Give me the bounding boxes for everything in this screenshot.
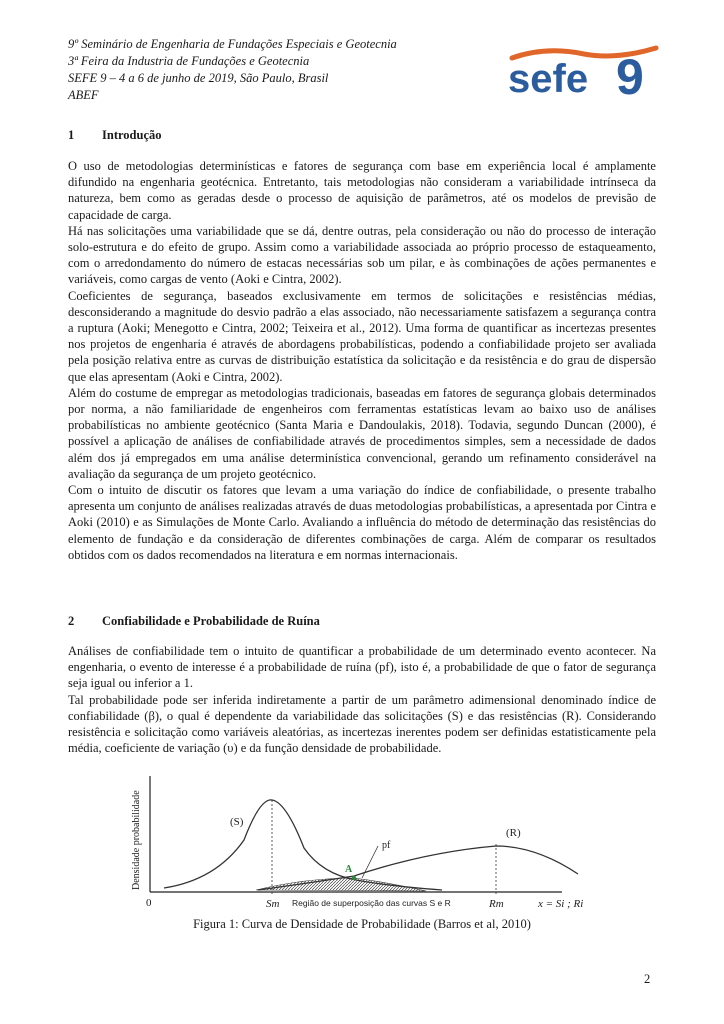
figure-caption: Figura 1: Curva de Densidade de Probabilidade (Barros et al, 2010) [193, 917, 531, 931]
svg-text:sefe: sefe [508, 57, 589, 101]
label-sm: Sm [266, 898, 280, 910]
overlap-region [256, 878, 426, 891]
label-r: (R) [506, 827, 521, 839]
sefe9-logo [506, 44, 662, 106]
section-1-title: Introdução [102, 128, 162, 142]
section-1-body [68, 158, 656, 563]
section-2-heading [68, 614, 320, 629]
paragraph: O uso de metodologias determinísticas e fatores de segurança com base em experiência local é amplamente difundido na engenharia geotécnica. Entretanto, tais metodologias não consideram a variabilidade intrínseca da natureza, bem como as geradas desde o processo de aquisição de parâmetros, até os modelos de previsão de capacidade de carga. [68, 159, 656, 222]
pf-leader [362, 846, 378, 878]
section-1-number: 1 [68, 128, 75, 142]
s-curve [164, 800, 442, 890]
paragraph: Há nas solicitações uma variabilidade que se dá, dentre outras, pela consideração ou não do processo de interação solo-estrutura e do efeito de grupo. Assim como a variabilidade associada ao próprio processo de estaqueamento, com o arredondamento do número de estacas necessárias sob um pilar, e às combinações de ações permanentes e variáveis, como cargas de vento (Aoki e Cintra, 2002). [68, 223, 656, 287]
conference-header [68, 36, 397, 104]
probability-density-figure [126, 770, 596, 920]
label-pf: pf [382, 840, 391, 851]
paragraph: Tal probabilidade pode ser inferida indiretamente a partir de um parâmetro adimensional denominado índice de confiabilidade (β), o qual é dependente da variabilidade das solicitações (S) e das resistências (R). Considerando resistência e solicitação como variáveis aleatórias, as incertezas inerentes podem ser definidas estatisticamente pela média, coeficiente de variação (υ) e da função densidade de probabilidade. [68, 692, 656, 756]
paragraph: Análises de confiabilidade tem o intuito de quantificar a probabilidade de um determinado evento acontecer. Na engenharia, o evento de interesse é a probabilidade de ruína (pf), isto é, a probabilidade de que o fator de segurança seja igual ou inferior a 1. [68, 644, 656, 691]
label-s: (S) [230, 816, 244, 828]
label-rm: Rm [489, 898, 504, 910]
paragraph: Coeficientes de segurança, baseados exclusivamente em termos de solicitações e resistências médias, desconsiderando a magnitude do desvio padrão a elas associado, não necessariamente satisfazem a segurança contra a ruptura (Aoki; Menegotto e Cintra, 2002; Teixeira et al., 2012). Uma forma de quantificar as incertezas presentes nos projetos de engenharia é através de abordagens probabilísticas, podendo a confiabilidade projeto ser avaliada pela posição relativa entre as curvas de distribuição estatística da solicitação e da resistência e do grau de dispersão que elas apresentam (Aoki e Cintra, 2002). [68, 288, 656, 384]
paragraph: Além do costume de empregar as metodologias tradicionais, baseadas em fatores de segurança globais determinados por norma, a não familiaridade de engenheiros com ferramentas estatísticas levam ao baixo uso de análises probabilísticas no ambiente geotécnico (Santa Maria e Dandoulakis, 2018). Todavia, segundo Duncan (2000), é possível a aplicação de análises de confiabilidade através de procedimentos simples, sem a necessidade de dados além dos já empregados em uma análise determinística convencional, gerando um refinamento considerável na avaliação da segurança de um projeto geotécnico. [68, 385, 656, 481]
point-a-marker [352, 876, 356, 880]
label-origin: 0 [146, 897, 152, 909]
section-2-title: Confiabilidade e Probabilidade de Ruína [102, 614, 320, 628]
section-2-body [68, 643, 656, 756]
label-a: A [345, 864, 353, 875]
x-axis-label: x = Si ; Ri [538, 898, 584, 910]
header-line-2: 3ª Feira da Industria de Fundações e Geotecnia [68, 54, 310, 68]
header-line-4: ABEF [68, 88, 99, 102]
section-2-number: 2 [68, 614, 75, 628]
paragraph: Com o intuito de discutir os fatores que levam a uma variação do índice de confiabilidade, o presente trabalho apresenta um conjunto de análises realizadas através de duas metodologias probabilísticas, a apresentada por Cintra e Aoki (2010) e as Simulações de Monte Carlo. Avaliando a influência do método de determinação das resistências do elemento de fundação e da consideração de diferentes combinações de carga. Além de comparar os resultados obtidos com os dados recomendados na literatura e em normas internacionais. [68, 483, 656, 562]
section-1-heading [68, 128, 162, 143]
y-axis-label: Densidade probabilidade [131, 790, 142, 890]
overlap-label: Região de superposição das curvas S e R [292, 898, 451, 908]
page-number: 2 [644, 972, 651, 986]
header-line-1: 9º Seminário de Engenharia de Fundações Especiais e Geotecnia [68, 37, 397, 51]
svg-text:9: 9 [616, 49, 644, 105]
header-line-3: SEFE 9 – 4 a 6 de junho de 2019, São Paulo, Brasil [68, 71, 329, 85]
r-curve [258, 846, 578, 890]
